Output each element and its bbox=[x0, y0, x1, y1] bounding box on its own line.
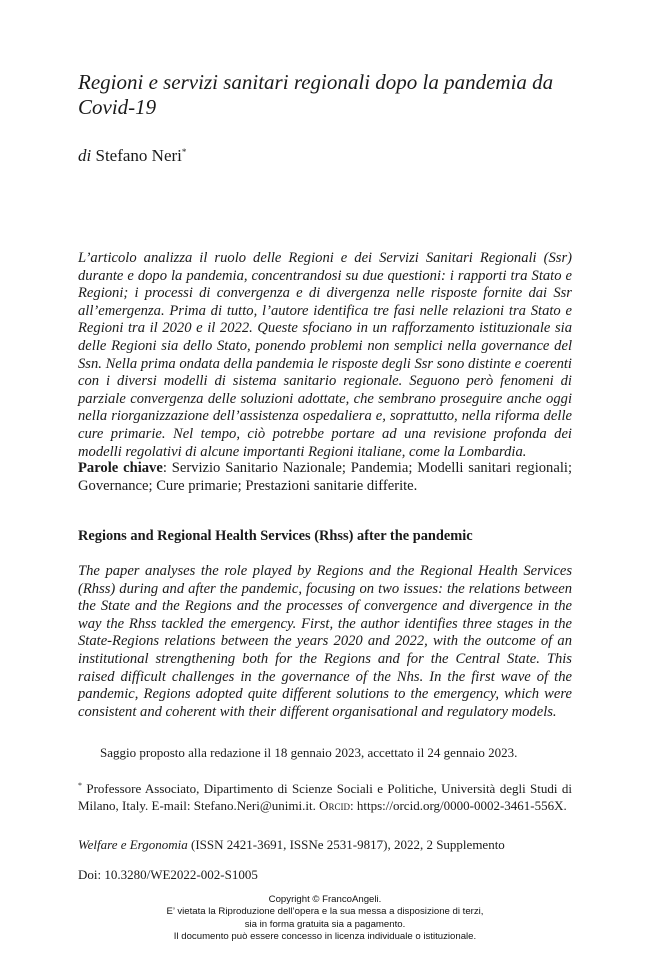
keywords-label: Parole chiave bbox=[78, 460, 163, 476]
copyright-line-4: Il documento può essere concesso in licenza individuale o istituzionale. bbox=[173, 931, 477, 943]
footnote-affiliation: Professore Associato, Dipartimento di Scienze Sociali e Politiche, Università degli Studi di Milano, Italy. E-mail: Stefano.Neri@unimi.it. bbox=[78, 781, 572, 814]
copyright-line-3: sia in forma gratuita sia a pagamento. bbox=[244, 918, 406, 930]
journal-details: (ISSN 2421-3691, ISSNe 2531-9817), 2022, 2 Supplemento bbox=[187, 837, 505, 852]
journal-citation bbox=[78, 836, 505, 853]
copyright-line-2: E’ vietata la Riproduzione dell’opera e la sua messa a disposizione di terzi, bbox=[166, 906, 484, 918]
english-abstract-title: Regions and Regional Health Services (Rhss) after the pandemic bbox=[78, 528, 473, 544]
abstract-english: The paper analyses the role played by Regions and the Regional Health Services (Rhss) during and after the pandemic, focusing on two issues: the relations between the State and the Regions and the processes of convergence and divergence in the way the Rhss tackled the emergency. First, the author identifies three stages in the State-Regions relations between the years 2020 and 2022, with the outcome of an institutional strengthening both for the Regions and for the Central State. This raised difficult challenges in the governance of the Nhs. In the first wave of the pandemic, Regions adopted quite different solutions to the emergency, which were consistent and coherent with their different organisational and regulatory models. bbox=[78, 563, 572, 720]
keywords-paragraph bbox=[78, 460, 572, 495]
orcid-link: : https://orcid.org/0000-0002-3461-556X. bbox=[350, 798, 567, 814]
author-footnote bbox=[78, 777, 572, 814]
copyright-line-1: Copyright © FrancoAngeli. bbox=[268, 894, 382, 905]
journal-name: Welfare e Ergonomia bbox=[78, 837, 188, 852]
keywords-list: : Servizio Sanitario Nazionale; Pandemia; Modelli sanitari regionali; Governance; Cure primarie; Prestazioni sanitarie differite. bbox=[78, 460, 572, 494]
copyright-notice bbox=[0, 894, 650, 944]
author-footnote-mark: * bbox=[181, 147, 187, 157]
submission-note: Saggio proposto alla redazione il 18 gennaio 2023, accettato il 24 gennaio 2023. bbox=[100, 745, 518, 760]
article-title: Regioni e servizi sanitari regionali dopo la pandemia da Covid-19 bbox=[78, 70, 554, 119]
author-prefix: di bbox=[78, 146, 92, 165]
author-line bbox=[78, 141, 186, 167]
abstract-italian: L’articolo analizza il ruolo delle Regioni e dei Servizi Sanitari Regionali (Ssr) durante e dopo la pandemia, concentrandosi su due questioni: i rapporti tra Stato e Regioni; i processi di convergenza e di divergenza nelle risposte fornite dai Ssr all’emergenza. Prima di tutto, l’autore identifica tre fasi nelle relazioni tra Stato e Regioni tra il 2020 e il 2022. Queste sfociano in un rafforzamento istituzionale sia delle Regioni sia dello Stato, ponendo problemi non semplici nella governance del Ssn. Nella prima ondata della pandemia le risposte degli Ssr sono distinte e coerenti con i diversi modelli di sistema sanitario regionale. Seguono però fenomeni di parziale convergenza delle soluzioni adottate, che sembrano proseguire anche oggi nella riorganizzazione dell’assistenza ospedaliera e, soprattutto, nella riforma delle cure primarie. Nel tempo, ciò potrebbe portare ad una revisione profonda dei modelli regolativi di alcune importanti Regioni italiane, come la Lombardia. bbox=[78, 250, 572, 460]
footnote-mark: * bbox=[78, 781, 82, 790]
author-name: Stefano Neri bbox=[95, 146, 182, 165]
doi-line: Doi: 10.3280/WE2022-002-S1005 bbox=[78, 867, 258, 882]
orcid-label: Orcid bbox=[319, 798, 350, 814]
